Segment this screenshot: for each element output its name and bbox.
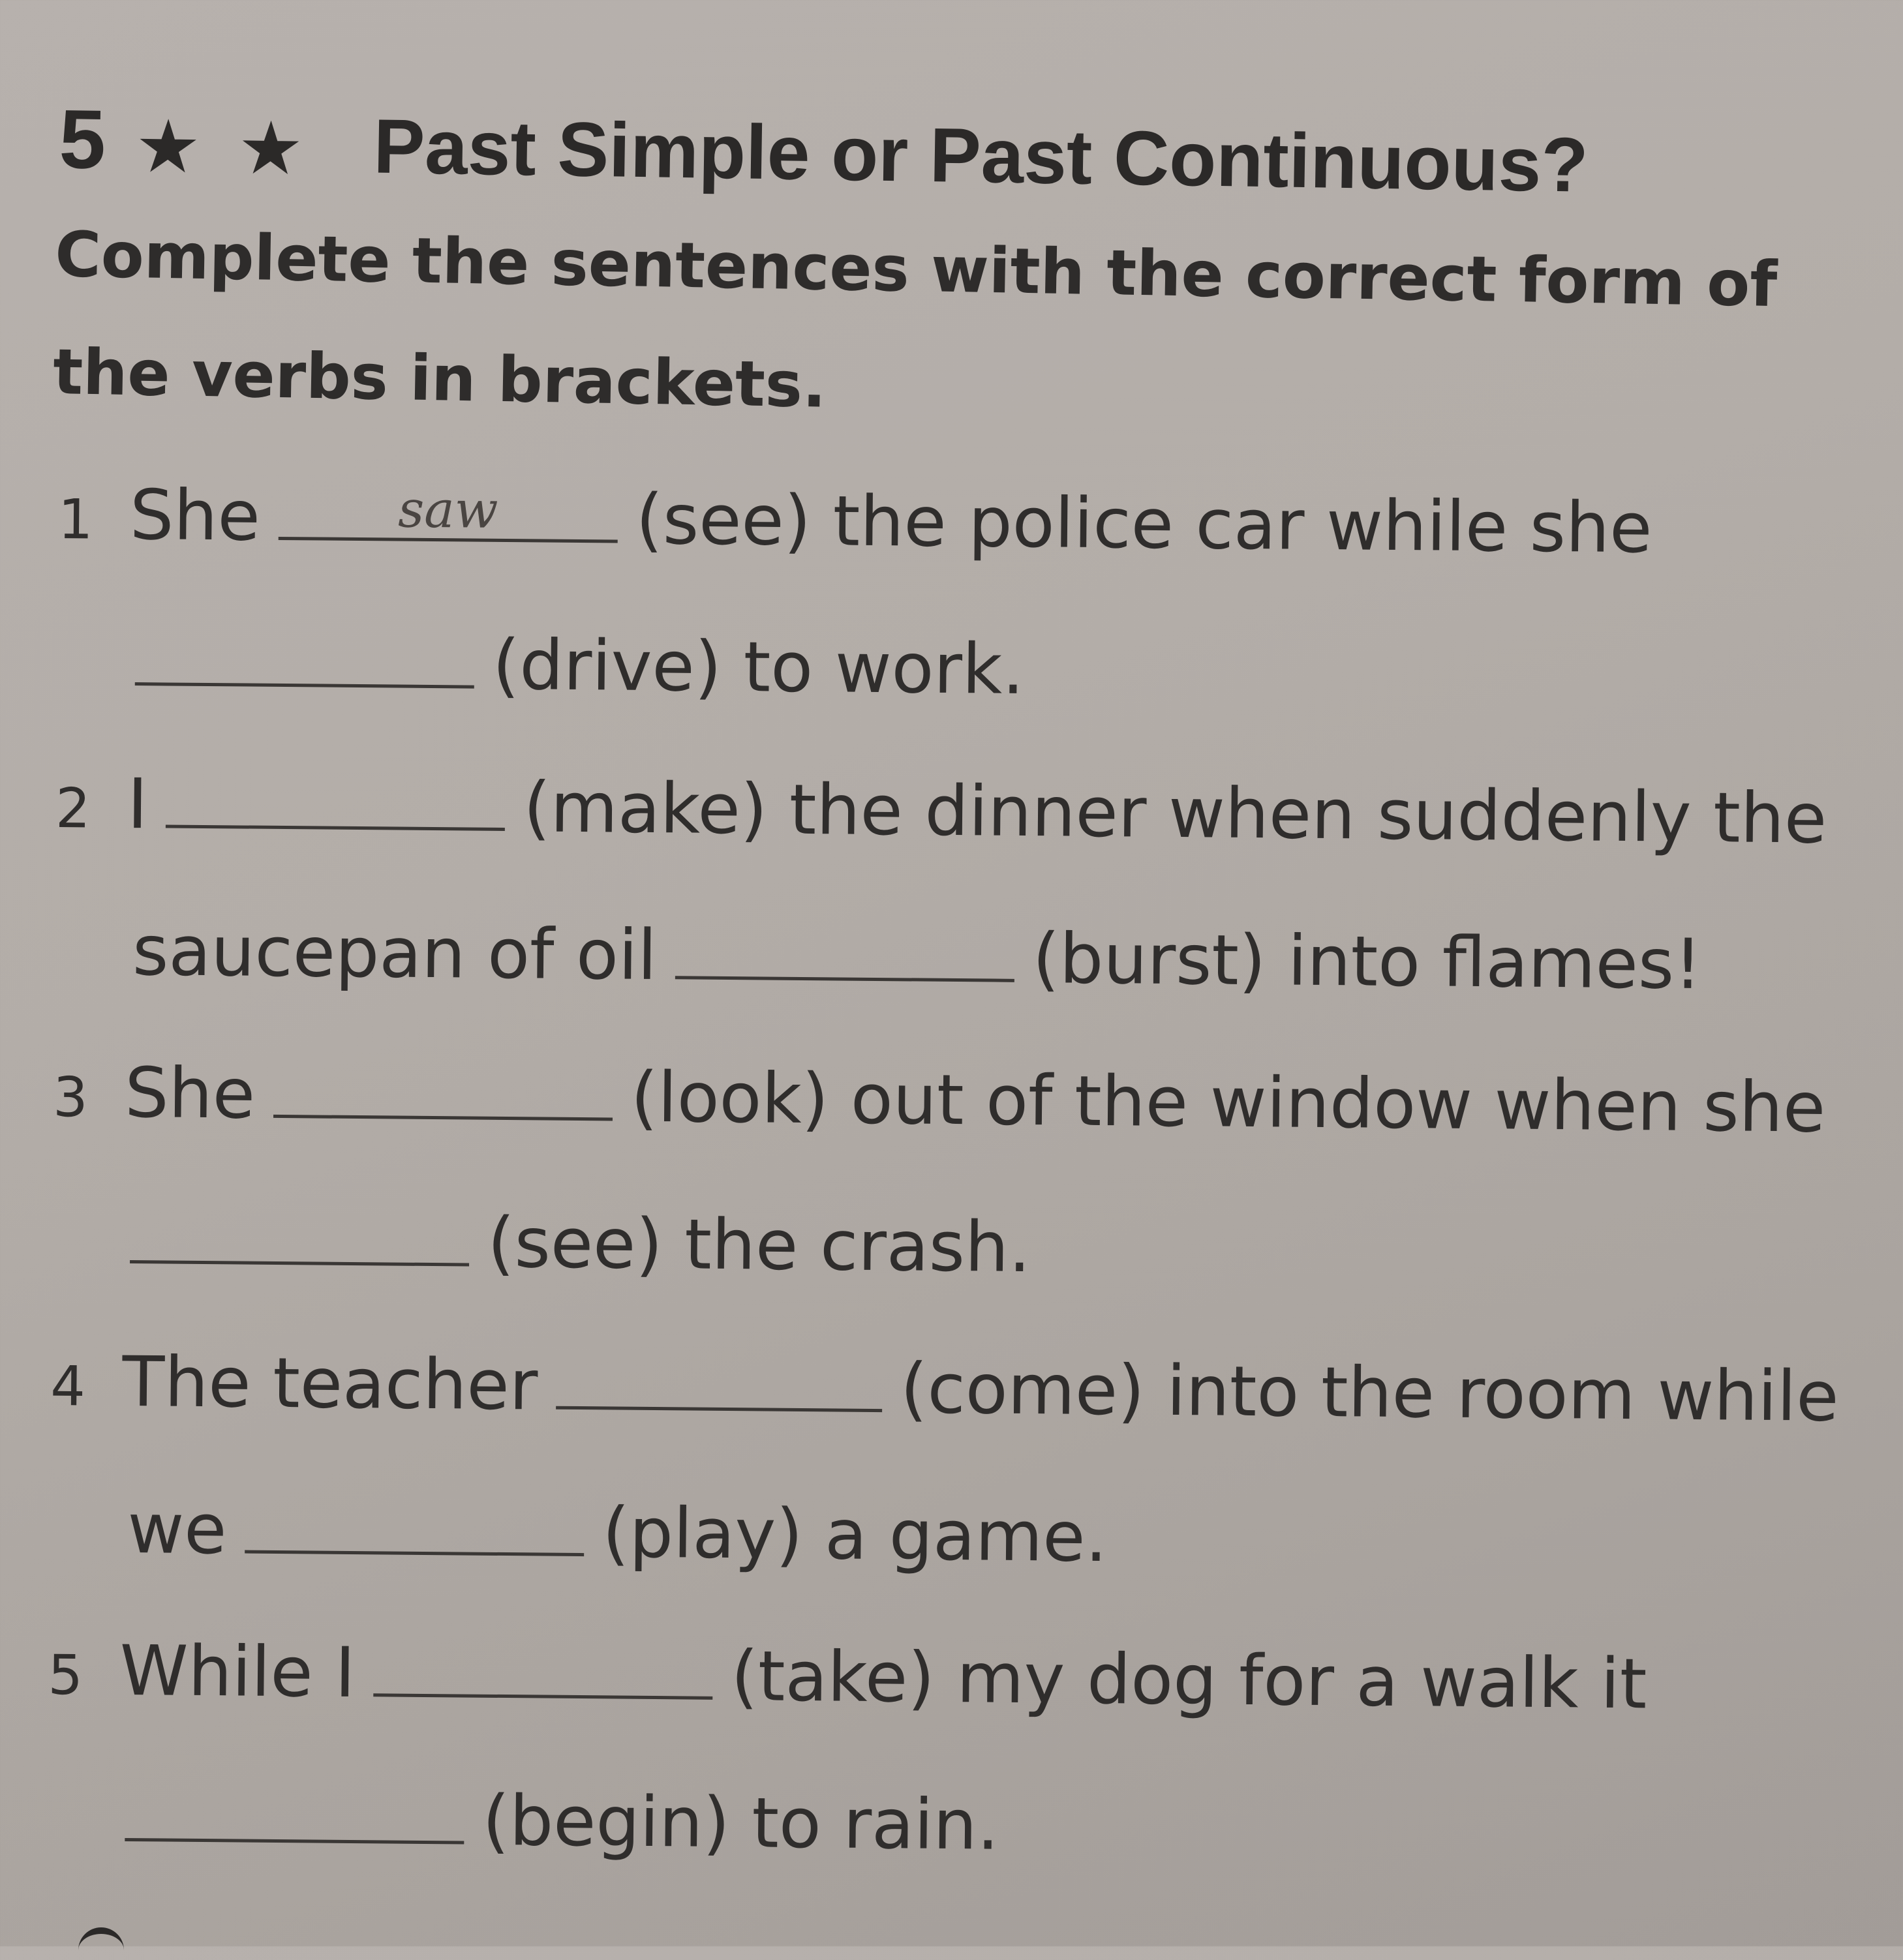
text-before: She <box>129 474 261 556</box>
sentence-line <box>57 444 1859 606</box>
text-before: She <box>124 1052 256 1134</box>
text-after: (come) into the room while <box>900 1348 1840 1437</box>
item-number: 2 <box>55 776 91 841</box>
answer-blank[interactable] <box>675 913 1014 982</box>
answer-blank[interactable] <box>556 1344 883 1412</box>
exercise-heading <box>59 91 1589 211</box>
text-before: saucepan of oil <box>132 911 658 996</box>
sentence-line <box>55 732 1857 895</box>
item-number: 3 <box>52 1064 89 1130</box>
text-before: I <box>127 763 148 845</box>
answer-blank[interactable] <box>135 620 475 689</box>
answer-blank[interactable] <box>245 1488 585 1557</box>
answer-blank[interactable] <box>373 1631 713 1700</box>
text-after: (make) the dinner when suddenly the <box>523 767 1827 859</box>
sentence-item-1 <box>56 444 1859 748</box>
item-number: 4 <box>50 1353 86 1419</box>
answer-blank[interactable] <box>278 474 618 543</box>
item-number: 5 <box>48 1642 84 1708</box>
sentence-line <box>51 1168 1853 1326</box>
answer-blank[interactable] <box>166 762 506 831</box>
text-before: we <box>127 1488 227 1570</box>
text-after: (take) my dog for a walk it <box>731 1636 1647 1725</box>
sentence-item-5 <box>46 1599 1850 1904</box>
exercise-number: 5 <box>58 92 107 187</box>
text-after: (drive) to work. <box>492 624 1025 710</box>
sentence-line <box>50 1310 1851 1473</box>
handwritten-answer <box>125 1835 464 1839</box>
text-after: (look) out of the window when she <box>630 1057 1826 1148</box>
difficulty-stars-icon: ★ ★ <box>138 110 314 187</box>
sentence-line <box>49 1457 1851 1615</box>
exercise-instructions: Complete the sentences with the correct form of the verbs in brackets. <box>52 217 1778 422</box>
sentence-line <box>53 879 1855 1037</box>
handwritten-answer <box>556 1404 882 1406</box>
handwritten-answer <box>135 680 474 683</box>
sentence-item-2 <box>53 732 1857 1037</box>
handwritten-answer: saw <box>397 480 498 540</box>
text-after: (see) the police car while she <box>635 479 1652 569</box>
sentence-line <box>46 1746 1848 1904</box>
handwritten-answer <box>166 822 505 825</box>
handwritten-answer <box>245 1548 584 1551</box>
handwritten-answer <box>130 1258 469 1261</box>
text-after: (see) the crash. <box>487 1202 1031 1288</box>
sentence-line <box>48 1599 1850 1762</box>
sentence-list <box>46 444 1859 1904</box>
text-after: (burst) into flames! <box>1032 918 1703 1005</box>
text-before: The teacher <box>121 1341 538 1426</box>
handwritten-answer <box>373 1691 712 1694</box>
sentence-item-4 <box>49 1310 1852 1615</box>
handwritten-answer <box>273 1112 613 1115</box>
item-number: 1 <box>57 487 93 552</box>
answer-blank[interactable] <box>125 1775 464 1845</box>
sentence-line <box>52 1021 1854 1184</box>
answer-blank[interactable] <box>273 1052 613 1121</box>
answer-blank[interactable] <box>130 1198 470 1267</box>
text-after: (play) a game. <box>601 1492 1108 1578</box>
page-corner-mark <box>78 1927 124 1960</box>
exercise-title: Past Simple or Past Continuous? <box>373 103 1589 209</box>
text-after: (begin) to rain. <box>482 1780 999 1865</box>
text-before: While I <box>119 1630 356 1713</box>
handwritten-answer <box>675 973 1014 976</box>
sentence-line <box>56 590 1858 748</box>
sentence-item-3 <box>51 1021 1854 1326</box>
